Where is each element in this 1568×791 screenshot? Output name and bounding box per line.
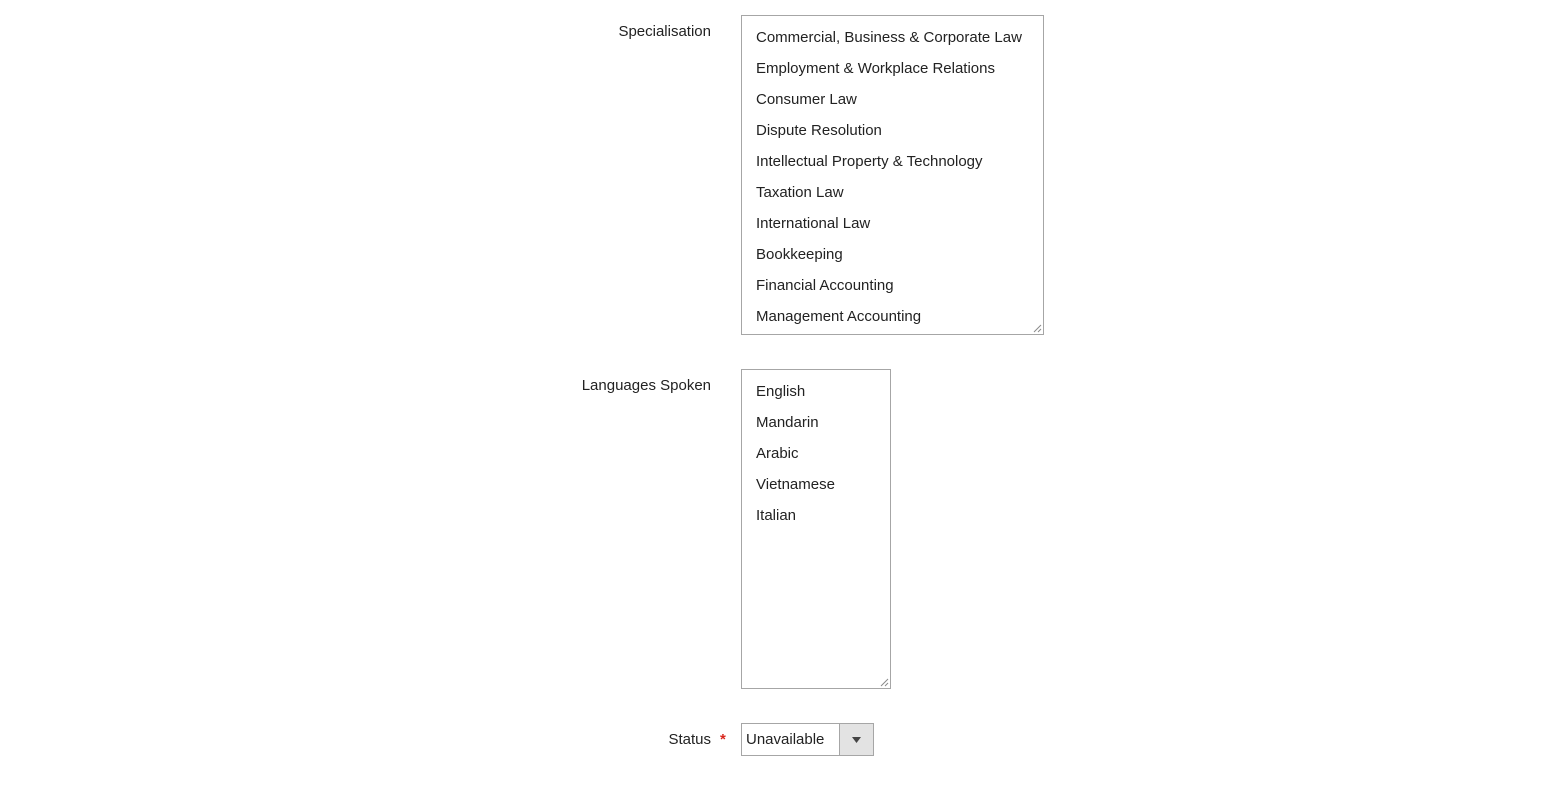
language-option[interactable]: English [756,383,806,400]
specialisation-option[interactable]: Taxation Law [756,184,844,201]
specialisation-option[interactable]: Bookkeeping [756,246,843,263]
specialisation-option[interactable]: International Law [756,215,871,232]
status-label: Status [668,731,711,748]
specialisation-listbox[interactable] [741,15,1044,335]
specialisation-option[interactable]: Management Accounting [756,308,922,325]
status-select[interactable] [741,723,874,756]
specialisation-option[interactable]: Commercial, Business & Corporate Law [756,29,1022,46]
status-selected-value: Unavailable [746,731,825,748]
specialisation-label: Specialisation [618,23,711,40]
resize-grip-icon[interactable] [1033,324,1042,333]
language-option[interactable]: Mandarin [756,414,819,431]
specialisation-option[interactable]: Dispute Resolution [756,122,882,139]
status-dropdown-button[interactable] [839,724,873,755]
languages-listbox[interactable] [741,369,891,689]
language-option[interactable]: Italian [756,507,797,524]
specialisation-option[interactable]: Financial Accounting [756,277,894,294]
required-marker: * [720,731,726,748]
languages-label: Languages Spoken [581,377,711,394]
specialisation-option[interactable]: Employment & Workplace Relations [756,60,995,77]
chevron-down-icon [852,737,861,743]
language-option[interactable]: Vietnamese [756,476,835,493]
specialisation-option[interactable]: Intellectual Property & Technology [756,153,983,170]
resize-grip-icon[interactable] [880,678,889,687]
specialisation-option[interactable]: Consumer Law [756,91,857,108]
language-option[interactable]: Arabic [756,445,799,462]
